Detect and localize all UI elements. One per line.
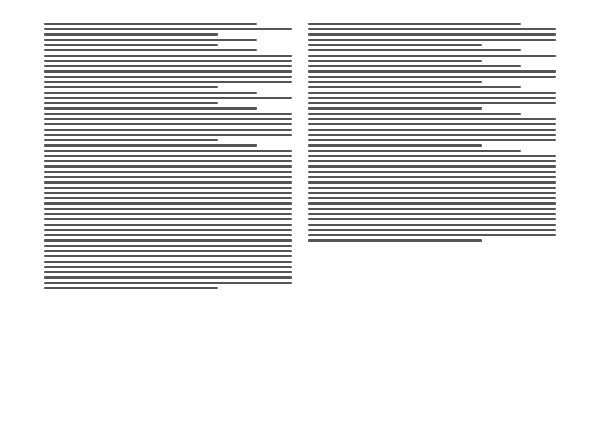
- text-line: [44, 97, 292, 99]
- text-line: [44, 187, 292, 189]
- text-line: [308, 202, 556, 204]
- text-line: [308, 76, 556, 78]
- text-line: [44, 287, 218, 289]
- text-line: [308, 81, 482, 83]
- text-line: [44, 234, 292, 236]
- text-line: [308, 139, 556, 141]
- text-line: [44, 123, 292, 125]
- paragraph: [44, 23, 292, 36]
- text-line: [44, 39, 257, 41]
- text-line: [44, 129, 292, 131]
- text-line: [308, 129, 556, 131]
- paragraph: [308, 150, 556, 242]
- text-line: [44, 86, 218, 88]
- text-line: [44, 81, 292, 83]
- text-line: [44, 250, 292, 252]
- text-line: [44, 276, 292, 278]
- text-line: [44, 92, 257, 94]
- text-line: [44, 55, 292, 57]
- text-line: [44, 176, 292, 178]
- text-line: [44, 218, 292, 220]
- text-line: [44, 181, 292, 183]
- paragraph: [308, 23, 556, 46]
- two-column-layout: [44, 20, 556, 406]
- text-line: [44, 213, 292, 215]
- text-line: [308, 150, 521, 152]
- text-line: [44, 208, 292, 210]
- text-line: [44, 261, 292, 263]
- text-line: [44, 255, 292, 257]
- text-line: [44, 155, 292, 157]
- text-line: [44, 76, 292, 78]
- text-line: [44, 107, 257, 109]
- text-line: [308, 86, 521, 88]
- text-line: [308, 229, 556, 231]
- text-line: [308, 224, 556, 226]
- text-line: [308, 55, 556, 57]
- text-line: [44, 171, 292, 173]
- text-line: [44, 60, 292, 62]
- text-line: [308, 171, 556, 173]
- text-line: [308, 218, 556, 220]
- text-line: [308, 155, 556, 157]
- text-line: [308, 123, 556, 125]
- text-line: [44, 118, 292, 120]
- text-line: [44, 224, 292, 226]
- text-line: [44, 70, 292, 72]
- paragraph: [308, 113, 556, 147]
- text-line: [44, 28, 292, 30]
- paragraph: [308, 65, 556, 83]
- text-line: [308, 134, 556, 136]
- text-line: [308, 97, 556, 99]
- text-line: [308, 187, 556, 189]
- text-line: [44, 65, 292, 67]
- text-line: [308, 197, 556, 199]
- right-column: [308, 20, 556, 406]
- text-line: [44, 33, 218, 35]
- text-line: [44, 102, 218, 104]
- text-line: [308, 118, 556, 120]
- text-line: [308, 28, 556, 30]
- text-line: [308, 192, 556, 194]
- text-line: [44, 49, 257, 51]
- text-line: [44, 165, 292, 167]
- text-line: [308, 33, 556, 35]
- text-line: [308, 144, 482, 146]
- text-line: [308, 23, 521, 25]
- text-line: [44, 139, 218, 141]
- paragraph: [308, 49, 556, 62]
- text-line: [44, 134, 292, 136]
- text-line: [308, 165, 556, 167]
- text-line: [308, 102, 556, 104]
- text-line: [308, 181, 556, 183]
- text-line: [44, 23, 257, 25]
- paragraph: [308, 86, 556, 109]
- text-line: [308, 70, 556, 72]
- text-line: [44, 239, 292, 241]
- text-line: [44, 271, 292, 273]
- paragraph: [44, 92, 292, 105]
- text-line: [44, 150, 292, 152]
- text-line: [308, 213, 556, 215]
- text-line: [308, 39, 556, 41]
- paragraph: [44, 107, 292, 141]
- left-column: [44, 20, 292, 406]
- text-line: [308, 60, 482, 62]
- paragraph: [44, 49, 292, 88]
- text-line: [308, 65, 521, 67]
- text-line: [308, 234, 556, 236]
- text-line: [44, 229, 292, 231]
- text-line: [44, 197, 292, 199]
- text-line: [308, 113, 521, 115]
- text-line: [44, 113, 292, 115]
- paragraph: [44, 39, 292, 46]
- text-line: [44, 144, 257, 146]
- text-line: [44, 245, 292, 247]
- text-line: [308, 160, 556, 162]
- text-line: [44, 192, 292, 194]
- text-line: [308, 239, 482, 241]
- text-line: [44, 44, 218, 46]
- text-line: [308, 107, 482, 109]
- text-line: [44, 282, 292, 284]
- text-line: [44, 202, 292, 204]
- text-line: [308, 92, 556, 94]
- text-line: [44, 160, 292, 162]
- text-line: [308, 176, 556, 178]
- text-line: [308, 208, 556, 210]
- text-line: [308, 44, 482, 46]
- text-line: [308, 49, 521, 51]
- paragraph: [44, 144, 292, 289]
- text-line: [44, 266, 292, 268]
